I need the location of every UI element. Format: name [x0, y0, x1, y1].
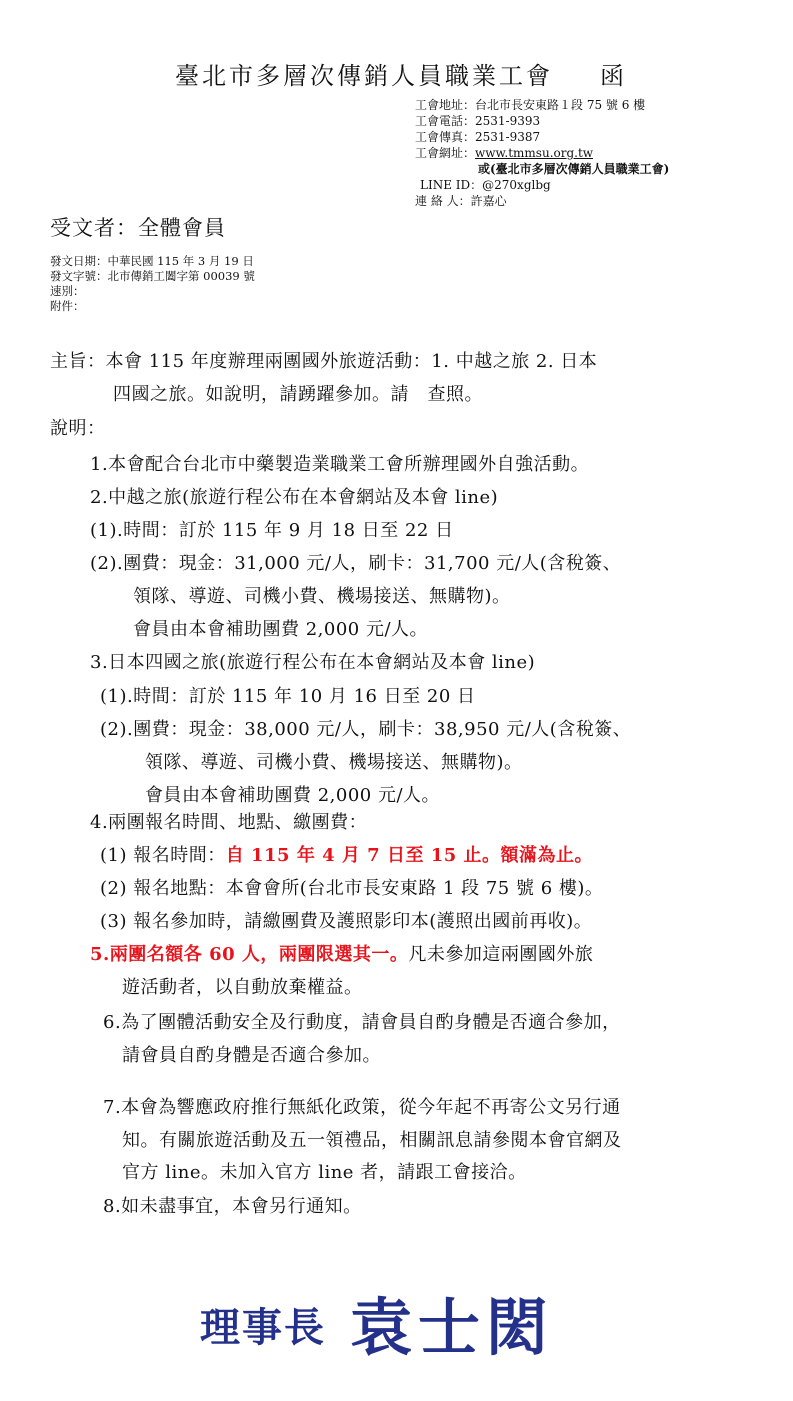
item-5: 5.兩團名額各 60 人，兩團限選其一。凡未參加這兩團國外旅 — [90, 944, 594, 965]
registration-period: 自 115 年 4 月 7 日至 15 止。額滿為止。 — [225, 845, 594, 866]
item-2-fee: (2).團費：現金：31,000 元/人，刷卡：31,700 元/人(含稅簽、 — [90, 553, 622, 574]
contact-website-alt: 或(臺北市多層次傳銷人員職業工會) — [478, 162, 670, 176]
item-3-fee: (2).團費：現金：38,000 元/人，刷卡：38,950 元/人(含稅簽、 — [100, 719, 632, 740]
quota-notice: 兩團名額各 60 人，兩團限選其一。 — [109, 944, 409, 965]
recipient: 受文者：全體會員 — [50, 216, 226, 240]
attachments: 附件： — [50, 299, 85, 313]
speed-class: 速別： — [50, 284, 85, 298]
item-3-fee-detail: 領隊、導遊、司機小費、機場接送、無購物)。 — [145, 752, 523, 773]
item-4-registration-docs: (3) 報名參加時，請繳團費及護照影印本(護照出國前再收)。 — [100, 911, 593, 932]
item-1: 1.本會配合台北市中藥製造業職業工會所辦理國外自強活動。 — [90, 454, 590, 475]
contact-person: 連 絡 人：許嘉心 — [415, 194, 507, 208]
item-5-cont: 遊活動者，以自動放棄權益。 — [122, 977, 363, 998]
subject-line-1: 主旨：本會 115 年度辦理兩團國外旅遊活動：1. 中越之旅 2. 日本 — [50, 351, 598, 372]
item-3: 3.日本四國之旅(旅遊行程公布在本會網站及本會 line) — [90, 652, 536, 673]
item-7-cont-2: 官方 line。未加入官方 line 者，請跟工會接洽。 — [122, 1162, 527, 1183]
letterhead-title: 臺北市多層次傳銷人員職業工會 — [175, 62, 553, 90]
item-6-cont: 請會員自酌身體是否適合參加。 — [122, 1045, 381, 1066]
contact-address: 工會地址：台北市長安東路１段 75 號 6 樓 — [415, 98, 646, 112]
item-7: 7.本會為響應政府推行無紙化政策，從今年起不再寄公文另行通 — [103, 1097, 621, 1118]
document-type: 函 — [600, 62, 624, 90]
contact-website: 工會網址：www.tmmsu.org.tw — [415, 146, 594, 160]
contact-line-id: LINE ID：@270xglbg — [420, 178, 551, 192]
item-2: 2.中越之旅(旅遊行程公布在本會網站及本會 line) — [90, 487, 499, 508]
issue-date: 發文日期：中華民國 115 年 3 月 19 日 — [50, 254, 254, 268]
subject-line-2: 四國之旅。如說明，請踴躍參加。請 查照。 — [113, 384, 483, 405]
contact-phone: 工會電話：2531-9393 — [415, 114, 541, 128]
signature-title: 理事長 — [200, 1304, 326, 1351]
item-3-subsidy: 會員由本會補助團費 2,000 元/人。 — [145, 785, 441, 806]
item-6: 6.為了團體活動安全及行動度，請會員自酌身體是否適合參加， — [103, 1012, 621, 1033]
website-link[interactable]: www.tmmsu.org.tw — [475, 146, 594, 160]
item-2-fee-detail: 領隊、導遊、司機小費、機場接送、無購物)。 — [133, 586, 511, 607]
explanation-label: 說明： — [50, 418, 106, 439]
item-4-registration-time: (1) 報名時間：自 115 年 4 月 7 日至 15 止。額滿為止。 — [100, 845, 594, 866]
item-2-subsidy: 會員由本會補助團費 2,000 元/人。 — [133, 619, 429, 640]
item-2-time: (1).時間：訂於 115 年 9 月 18 日至 22 日 — [90, 520, 454, 541]
document-number: 發文字號：北市傳銷工闔字第 00039 號 — [50, 269, 255, 283]
item-4: 4.兩團報名時間、地點、繳團費： — [90, 812, 368, 833]
item-3-time: (1).時間：訂於 115 年 10 月 16 日至 20 日 — [100, 686, 476, 707]
chairman-signature — [200, 1278, 600, 1364]
item-7-cont-1: 知。有關旅遊活動及五一領禮品，相關訊息請參閱本會官網及 — [122, 1130, 622, 1151]
contact-fax: 工會傳真：2531-9387 — [415, 130, 541, 144]
item-8: 8.如未盡事宜，本會另行通知。 — [103, 1196, 362, 1217]
item-4-registration-place: (2) 報名地點：本會會所(台北市長安東路 1 段 75 號 6 樓)。 — [100, 878, 604, 899]
signature-name: 袁士閎 — [350, 1291, 555, 1364]
